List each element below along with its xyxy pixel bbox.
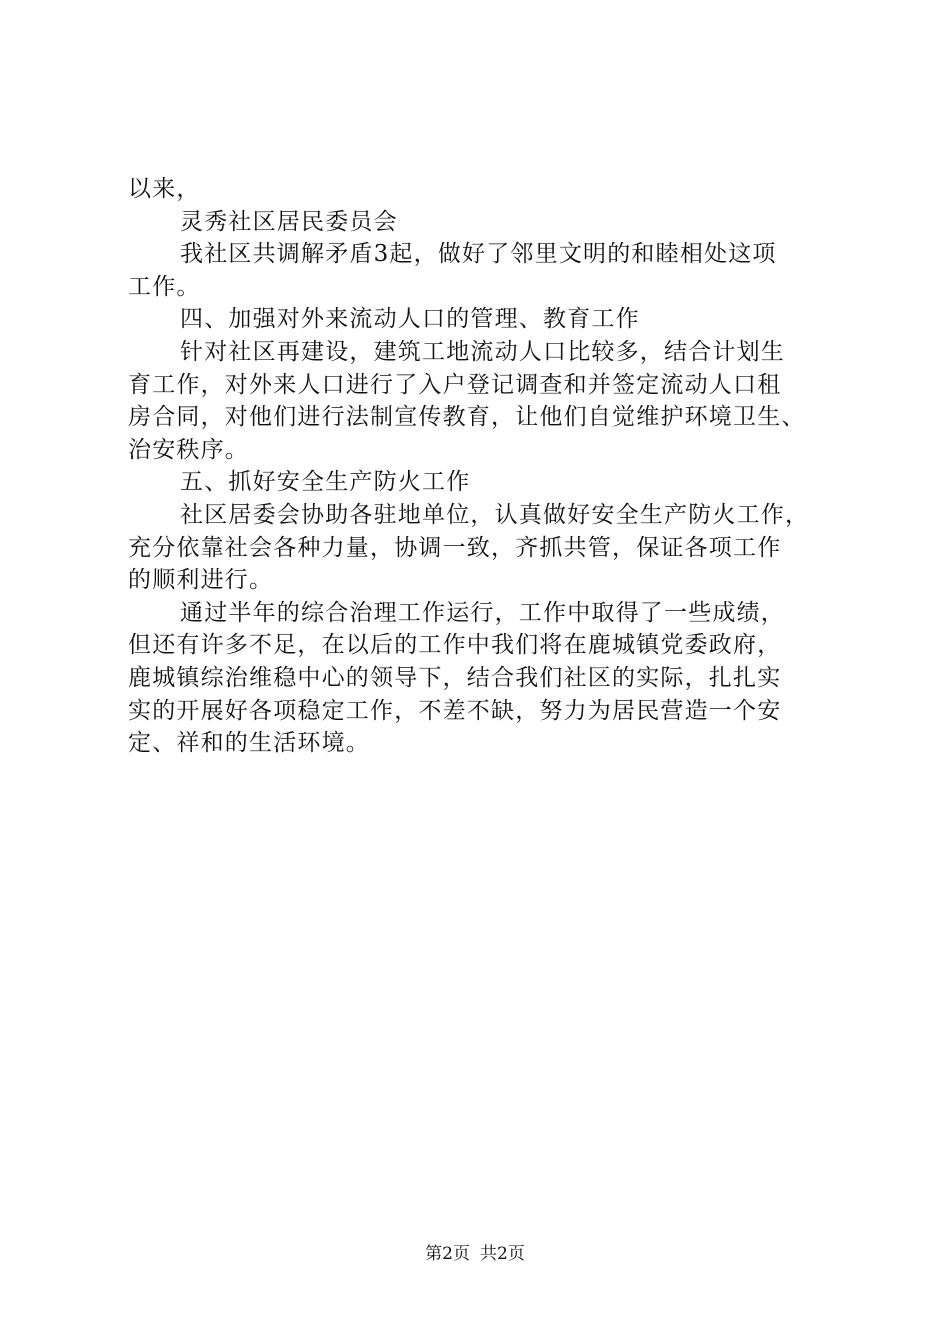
text-line: 房合同，对他们进行法制宣传教育，让他们自觉维护环境卫生、: [128, 404, 806, 431]
document-body: [128, 173, 833, 760]
text-line: 灵秀社区居民委员会: [180, 208, 398, 235]
text-line: 实的开展好各项稳定工作，不差不缺，努力为居民营造一个安: [128, 697, 782, 724]
page-number: 第2页: [425, 1244, 470, 1264]
page-footer: [0, 1243, 950, 1265]
text-line: 育工作，对外来人口进行了入户登记调查和并签定流动人口租: [128, 371, 782, 398]
text-line: 针对社区再建设，建筑工地流动人口比较多，结合计划生: [180, 338, 785, 365]
text-line: 的顺利进行。: [128, 567, 274, 594]
text-line: 通过半年的综合治理工作运行，工作中取得了一些成绩，: [180, 599, 785, 626]
text-line: 定、祥和的生活环境。: [128, 730, 370, 757]
text-line: 鹿城镇综治维稳中心的领导下，结合我们社区的实际，扎扎实: [128, 664, 782, 691]
text-line: 工作。: [128, 273, 201, 300]
page-total: 共2页: [480, 1244, 525, 1264]
text-line: 我社区共调解矛盾3起，做好了邻里文明的和睦相处这项: [180, 241, 777, 268]
text-line: 社区居委会协助各驻地单位，认真做好安全生产防火工作，: [180, 501, 810, 528]
section-heading: 五、抓好安全生产防火工作: [180, 469, 471, 496]
text-line: 但还有许多不足，在以后的工作中我们将在鹿城镇党委政府，: [128, 632, 782, 659]
text-line: 以来，: [128, 176, 201, 202]
text-line: 充分依靠社会各种力量，协调一致，齐抓共管，保证各项工作: [128, 534, 782, 561]
section-heading: 四、加强对外来流动人口的管理、教育工作: [180, 306, 640, 333]
text-line: 治安秩序。: [128, 436, 249, 463]
